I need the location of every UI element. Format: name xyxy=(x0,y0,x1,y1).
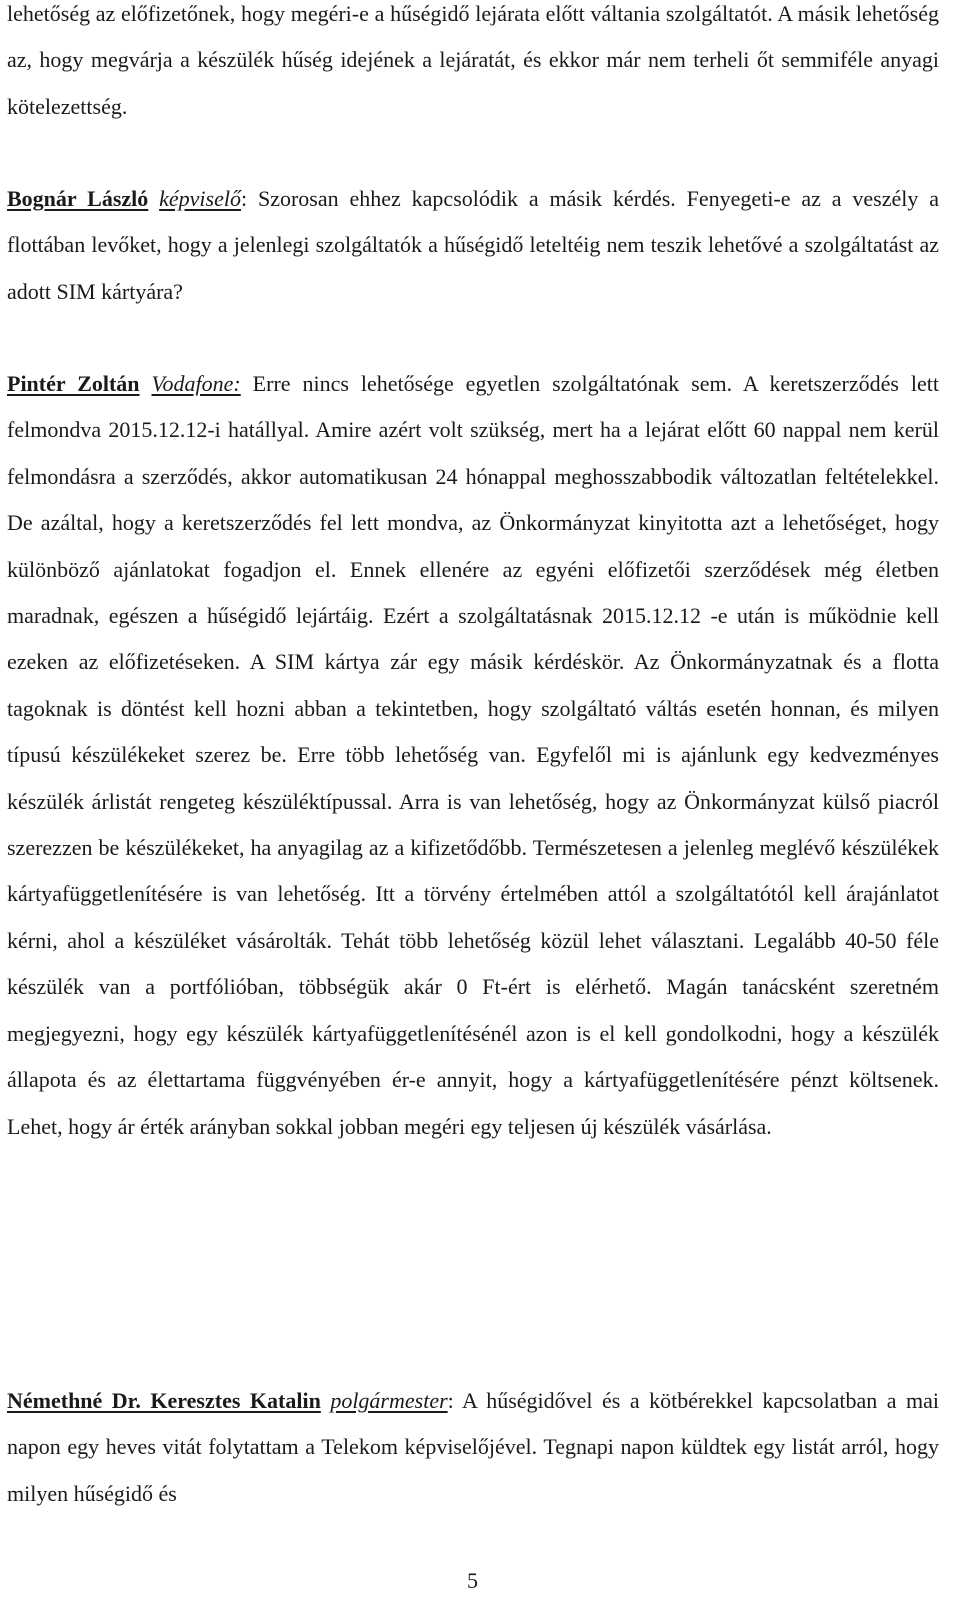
speaker-name: Bognár László xyxy=(7,186,149,211)
paragraph-nemethne xyxy=(7,1378,939,1517)
paragraph-bognar xyxy=(7,176,939,315)
speaker-role: polgármester xyxy=(330,1388,448,1413)
speaker-name: Pintér Zoltán xyxy=(7,371,140,396)
speaker-name: Némethné Dr. Keresztes Katalin xyxy=(7,1388,321,1413)
speaker-role: képviselő xyxy=(159,186,241,211)
paragraph-text: : A hűségidővel és a kötbérekkel kapcsolatban a mai napon egy heves vitát folytattam a Telekom képviselőjével. Tegnapi napon küldtek egy listát arról, hogy milyen hűségidő és xyxy=(7,1388,940,1506)
paragraph-text: Erre nincs lehetősége egyetlen szolgáltatónak sem. A keretszerződés lett felmondva 2015.12.12-i hatállyal. Amire azért volt szükség, mert ha a lejárat előtt 60 nappal nem kerül felmondásra a szerződés, akkor automatikusan 24 hónappal meghosszabbodik változatlan feltételekkel. De azáltal, hogy a keretszerződés fel lett mondva, az Önkormányzat kinyitotta azt a lehetőséget, hogy különböző ajánlatokat fogadjon el. Ennek ellenére az egyéni előfizetői szerződések még életben maradnak, egészen a hűségidő lejártáig. Ezért a szolgáltatásnak 2015.12.12 -e után is működnie kell ezeken az előfizetéseken. A SIM kártya zár egy másik kérdéskör. Az Önkormányzatnak és a flotta tagoknak is döntést kell hozni abban a tekintetben, hogy szolgáltató váltás esetén honnan, és milyen típusú készülékeket szerez be. Erre több lehetőség van. Egyfelől mi is ajánlunk egy kedvezményes készülék árlistát rengeteg készüléktípussal. Arra is van lehetőség, hogy az Önkormányzat külső piacról szerezzen be készülékeket, ha anyagilag az a kifizetődőbb. Természetesen a jelenleg meglévő készülékek kártyafüggetlenítésére is van lehetőség. Itt a törvény értelmében attól a szolgáltatótól kell árajánlatot kérni, ahol a készüléket vásárolták. Tehát több lehetőség közül lehet választani. Legalább 40-50 féle készülék van a portfólióban, többségük akár 0 Ft-ért is elérhető. Magán tanácsként szeretném megjegyezni, hogy egy készülék kártyafüggetlenítésénél azon is el kell gondolkodni, hogy a készülék állapota és az élettartama függvényében ér-e annyit, hogy a kártyafüggetlenítésére pénzt költsenek. Lehet, hogy ár érték arányban sokkal jobban megéri egy teljesen új készülék vásárlása. xyxy=(7,371,940,1139)
speaker-role: Vodafone: xyxy=(151,371,241,396)
paragraph-text: : Szorosan ehhez kapcsolódik a másik kérdés. Fenyegeti-e az a veszély a flottában levőket, hogy a jelenlegi szolgáltatók a hűségidő leteltéig nem teszik lehetővé a szolgáltatást az adott SIM kártyára? xyxy=(7,186,940,304)
paragraph-continuation: lehetőség az előfizetőnek, hogy megéri-e a hűségidő lejárata előtt váltania szolgáltatót. A másik lehetőség az, hogy megvárja a készülék hűség idejének a lejáratát, és ekkor már nem terheli őt semmiféle anyagi kötelezettség. xyxy=(7,1,939,119)
page-number: 5 xyxy=(467,1568,478,1593)
paragraph-pinter xyxy=(7,361,939,1150)
